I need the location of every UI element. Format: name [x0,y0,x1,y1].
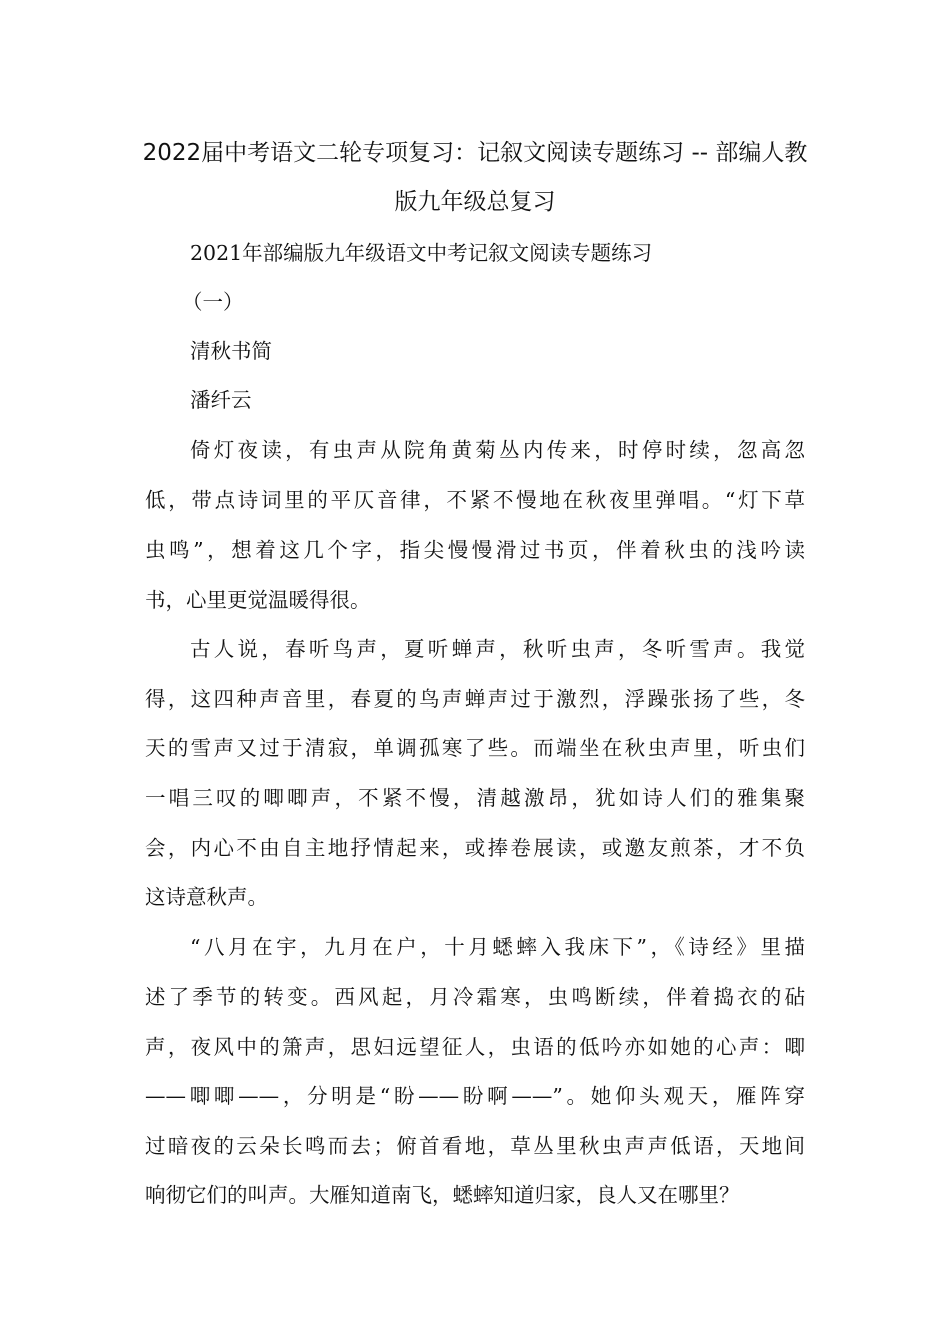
article-title: 清秋书简 [190,339,272,363]
section-number: （一） [182,290,244,314]
paragraph-line: 低，带点诗词里的平仄音律，不紧不慢地在秋夜里弹唱。“灯下草 [145,488,805,512]
paragraph-line: 述了季节的转变。西风起，月冷霜寒，虫鸣断续，伴着捣衣的砧 [145,985,805,1009]
paragraph-line: 会，内心不由自主地抒情起来，或捧卷展读，或邀友煎茶，才不负 [145,836,805,860]
article-author: 潘纤云 [190,388,252,412]
paragraph-line: ——唧唧——，分明是“盼——盼啊——”。她仰头观天，雁阵穿 [145,1084,805,1108]
paragraph-line: 倚灯夜读，有虫声从院角黄菊丛内传来，时停时续，忽高忽 [190,438,805,462]
paragraph-line: 声，夜风中的箫声，思妇远望征人，虫语的低吟亦如她的心声：唧 [145,1035,805,1059]
paragraph-line: 虫鸣”，想着这几个字，指尖慢慢滑过书页，伴着秋虫的浅吟读 [145,538,805,562]
paragraph-line: “八月在宇，九月在户，十月蟋蟀入我床下”，《诗经》里描 [190,935,805,959]
paragraph-line: 一唱三叹的唧唧声，不紧不慢，清越激昂，犹如诗人们的雅集聚 [145,786,805,810]
document-title-line-2: 版九年级总复习 [394,189,556,215]
subtitle: 2021年部编版九年级语文中考记叙文阅读专题练习 [190,241,653,265]
paragraph-line: 响彻它们的叫声。大雁知道南飞，蟋蟀知道归家，良人又在哪里？ [145,1183,740,1207]
paragraph-line: 这诗意秋声。 [145,885,268,909]
paragraph-line: 古人说，春听鸟声，夏听蝉声，秋听虫声，冬听雪声。我觉 [190,637,805,661]
paragraph-line: 过暗夜的云朵长鸣而去；俯首看地，草丛里秋虫声声低语，天地间 [145,1134,805,1158]
paragraph-line: 书，心里更觉温暖得很。 [145,588,371,612]
paragraph-line: 得，这四种声音里，春夏的鸟声蝉声过于激烈，浮躁张扬了些，冬 [145,687,805,711]
document-title-line-1: 2022届中考语文二轮专项复习：记叙文阅读专题练习 -- 部编人教 [142,140,808,166]
paragraph-line: 天的雪声又过于清寂，单调孤寒了些。而端坐在秋虫声里，听虫们 [145,736,805,760]
